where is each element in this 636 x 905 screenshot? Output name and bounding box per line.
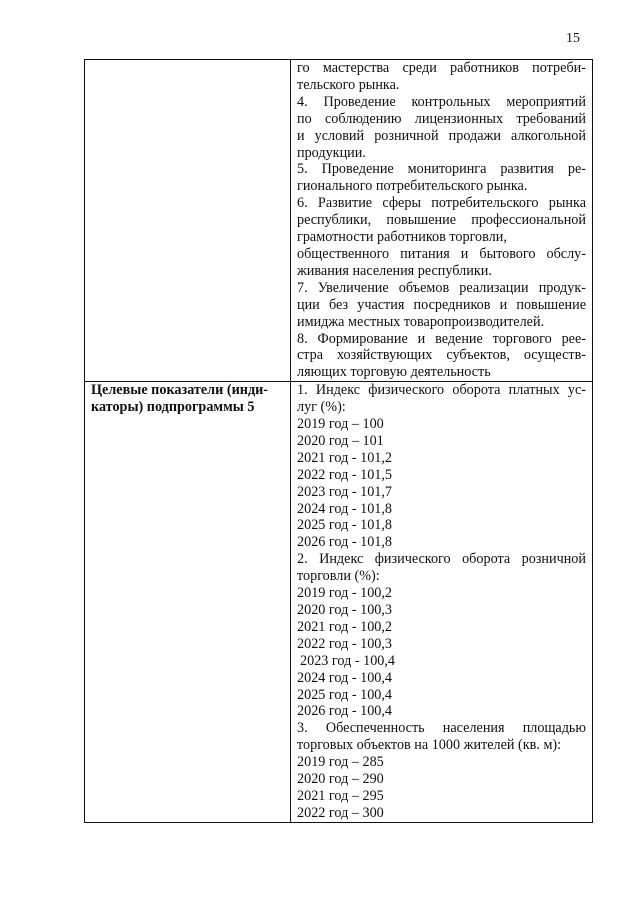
indicators-line: 2021 год - 101,2 (297, 449, 393, 466)
measures-line: имиджа местных товаропроизводителей. (297, 313, 545, 330)
measures-line: 5. Проведение мониторинга развития ре- (297, 161, 586, 178)
measures-line: продукции. (297, 144, 366, 161)
measures-line: ляющих торговую деятельность (297, 364, 491, 381)
measures-line: и условий розничной продажи алкогольной (297, 127, 586, 144)
measures-line: по соблюдению лицензионных требований (297, 110, 586, 127)
indicators-line: 2020 год - 100,3 (297, 602, 393, 618)
indicators-line: торговли (%): (297, 568, 380, 585)
indicators-line: 2024 год - 100,4 (297, 669, 393, 686)
indicators-heading-line-2: каторы) подпрограммы 5 (91, 399, 255, 416)
row2-left-cell (85, 382, 291, 823)
indicators-line: 2022 год - 101,5 (297, 466, 393, 483)
indicators-line: 2025 год - 101,8 (297, 517, 393, 534)
row2-right-cell (291, 382, 593, 823)
indicators-line: 2022 год - 100,3 (297, 635, 393, 652)
table-row-indicators (85, 382, 593, 823)
indicators-line: 2. Индекс физического оборота розничной (297, 551, 586, 568)
indicators-line: 2026 год - 100,4 (297, 703, 393, 720)
measures-line: 6. Развитие сферы потребительского рынка (297, 195, 586, 212)
measures-line: ции без участия посредников и повышение (297, 296, 586, 313)
indicators-line: 1. Индекс физического оборота платных ус- (297, 382, 586, 399)
measures-line: общественного питания и бытового обслу- (297, 245, 586, 262)
program-table (84, 59, 593, 823)
row1-left-cell (85, 60, 291, 382)
measures-line: тельского рынка. (297, 76, 400, 93)
indicators-line: 2021 год – 295 (297, 787, 384, 804)
indicators-line: 2020 год – 290 (297, 771, 384, 788)
indicators-line: 2020 год – 101 (297, 432, 384, 449)
indicators-heading-line-1: Целевые показатели (инди- (91, 382, 269, 399)
indicators-line: луг (%): (297, 399, 346, 416)
indicators-line: 3. Обеспеченность населения площадью (297, 720, 586, 737)
measures-line: 4. Проведение контрольных мероприятий (297, 93, 586, 110)
page-number: 15 (566, 31, 580, 46)
indicators-list (291, 382, 592, 822)
measures-line: го мастерства среди работников потреби- (297, 60, 586, 76)
table-row-measures (85, 60, 593, 382)
measures-line: гионального потребительского рынка. (297, 178, 528, 195)
measures-line: республики, повышение профессиональной (297, 212, 586, 229)
measures-list (291, 60, 592, 381)
indicators-line: 2019 год – 100 (297, 416, 384, 433)
measures-line: живания населения республики. (297, 262, 492, 279)
indicators-line: 2024 год - 101,8 (297, 500, 393, 517)
indicators-line: 2019 год - 100,2 (297, 585, 393, 602)
indicators-line: 2021 год - 100,2 (297, 618, 393, 635)
indicators-line: 2026 год - 101,8 (297, 534, 393, 551)
row1-right-cell (291, 60, 593, 382)
indicators-line: 2022 год – 300 (297, 804, 384, 821)
measures-line: 8. Формирование и ведение торгового рее- (297, 330, 586, 347)
indicators-line: торговых объектов на 1000 жителей (кв. м): (297, 737, 562, 754)
indicators-line: 2025 год - 100,4 (297, 686, 393, 703)
measures-line: грамотности работников торговли, (297, 229, 507, 246)
measures-line: 7. Увеличение объемов реализации продук- (297, 279, 586, 296)
indicators-heading (85, 382, 290, 416)
indicators-line: 2023 год - 101,7 (297, 483, 393, 500)
indicators-line: 2023 год - 100,4 (300, 652, 396, 669)
indicators-line: 2019 год – 285 (297, 754, 384, 771)
measures-line: стра хозяйствующих субъектов, осуществ- (297, 347, 586, 364)
